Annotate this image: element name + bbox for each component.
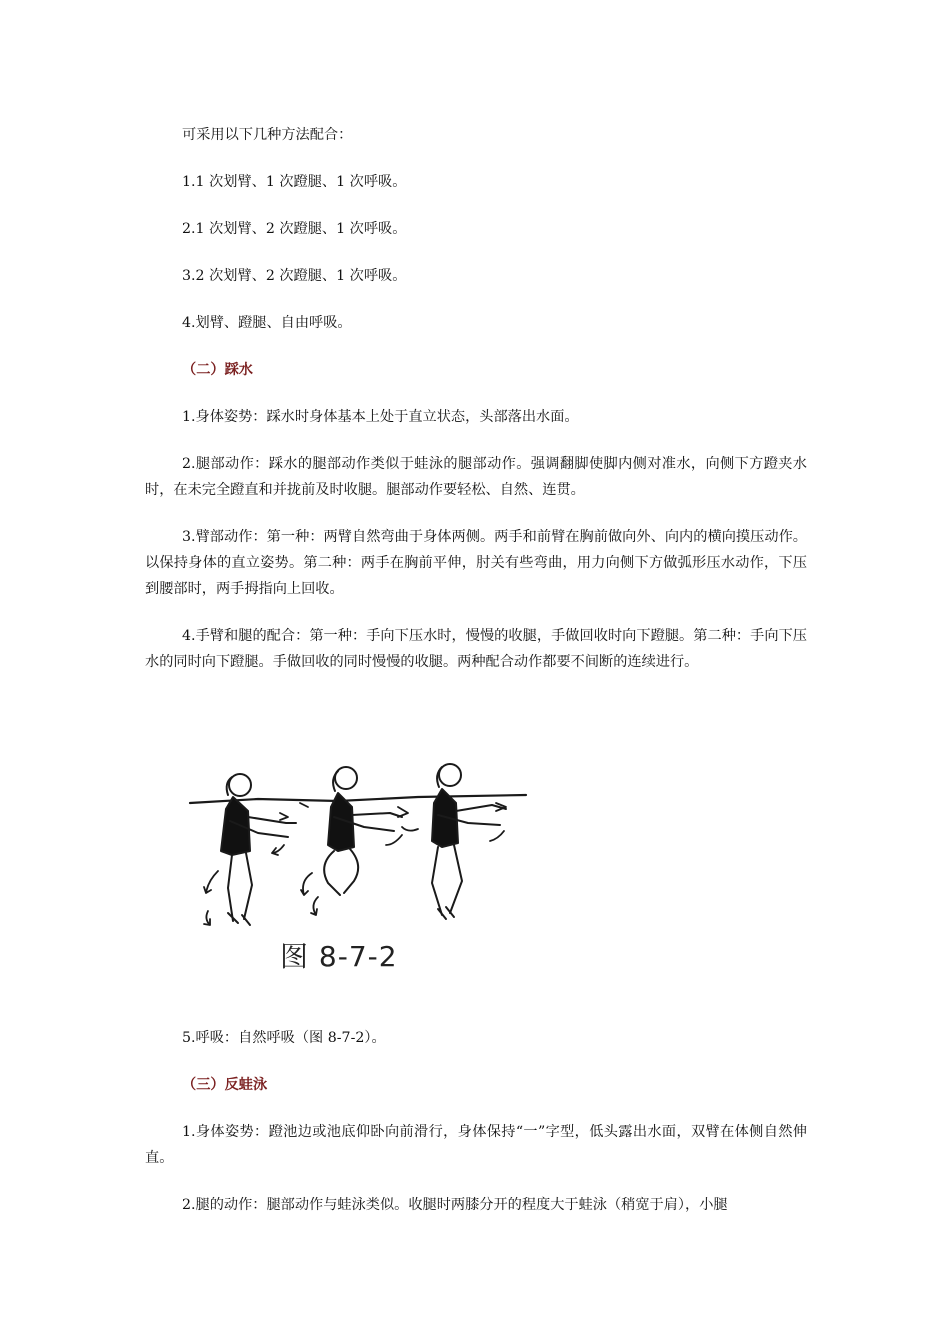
intro-paragraph: 可采用以下几种方法配合： — [182, 127, 353, 143]
method-item: 4.划臂、蹬腿、自由呼吸。 — [182, 315, 352, 331]
paragraph-leg-action-2: 2.腿的动作：腿部动作与蛙泳类似。收腿时两膝分开的程度大于蛙泳（稍宽于肩），小腿 — [182, 1197, 728, 1213]
paragraph-arm-action: 3.臂部动作：第一种：两臂自然弯曲于身体两侧。两手和前臂在胸前做向外、向内的横向摸压动作。以保持身体的直立姿势。第二种：两手在胸前平伸，肘关有些弯曲，用力向侧下方做弧形压水动作，下压到腰部时，两手拇指向上回收。 — [145, 529, 807, 597]
figure-treading-water — [145, 733, 807, 991]
method-item: 3.2 次划臂、2 次蹬腿、1 次呼吸。 — [182, 268, 407, 284]
swimmer-figure-3 — [432, 764, 506, 919]
section-heading-treading-water: （二）踩水 — [182, 362, 253, 378]
swimmer-illustration — [188, 733, 528, 945]
paragraph-coordination: 4.手臂和腿的配合：第一种：手向下压水时，慢慢的收腿，手做回收时向下蹬腿。第二种：手向下压水的同时向下蹬腿。手做回收的同时慢慢的收腿。两种配合动作都要不间断的连续进行。 — [145, 628, 807, 670]
paragraph-body-position-2: 1.身体姿势：蹬池边或池底仰卧向前滑行，身体保持“一”字型，低头露出水面，双臂在体侧自然伸直。 — [145, 1124, 807, 1166]
section-heading-backstroke-breaststroke: （三）反蛙泳 — [182, 1077, 268, 1093]
paragraph-leg-action: 2.腿部动作：踩水的腿部动作类似于蛙泳的腿部动作。强调翻脚使脚内侧对准水，向侧下方蹬夹水时，在未完全蹬直和并拢前及时收腿。腿部动作要轻松、自然、连贯。 — [145, 456, 807, 498]
method-item: 1.1 次划臂、1 次蹬腿、1 次呼吸。 — [182, 174, 407, 190]
paragraph-breathing: 5.呼吸：自然呼吸（图 8-7-2）。 — [182, 1030, 386, 1046]
swimmer-figure-1 — [221, 774, 296, 925]
method-item: 2.1 次划臂、2 次蹬腿、1 次呼吸。 — [182, 221, 407, 237]
figure-caption: 图 8-7-2 — [280, 940, 398, 973]
swimmer-figure-2 — [324, 767, 402, 895]
paragraph-body-position: 1.身体姿势：踩水时身体基本上处于直立状态，头部落出水面。 — [182, 409, 579, 425]
document-body — [145, 122, 807, 1218]
